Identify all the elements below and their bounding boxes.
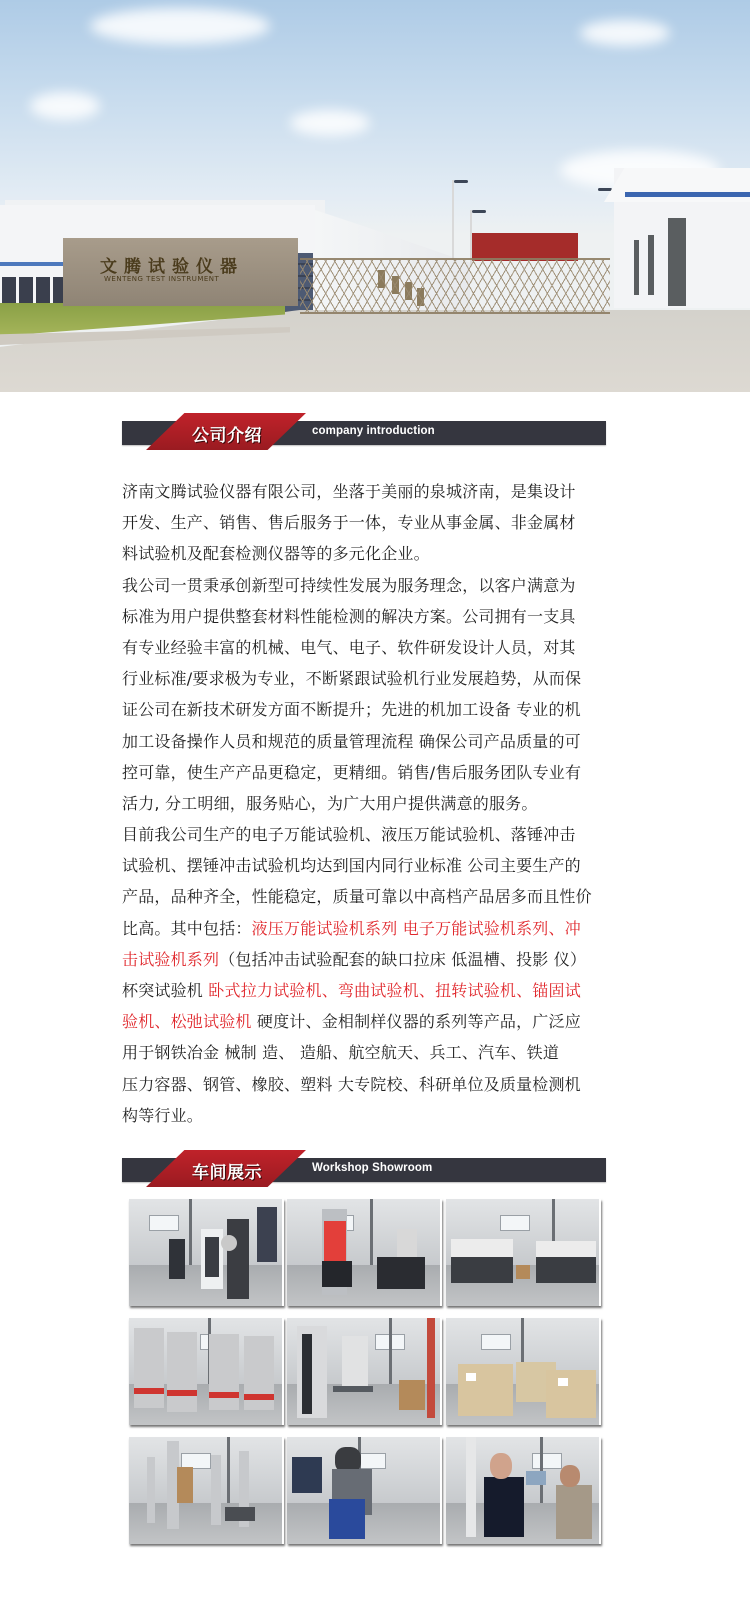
text-segment: 行业标准/要求极为专业，不断紧跟试验机行业发展趋势，从而保: [122, 669, 582, 689]
text-segment: 产品，品种齐全，性能稳定，质量可靠以中高档产品居多而且性价: [122, 887, 592, 907]
photo-object: [466, 1437, 476, 1537]
photo-object: [526, 1471, 546, 1485]
text-segment: 硬度计、金相制样仪器的系列等产品，广泛应: [251, 1012, 581, 1032]
cloud: [30, 92, 100, 120]
photo-beam: [370, 1199, 373, 1265]
text-segment: 有专业经验丰富的机械、电气、电子、软件研发设计人员，对其: [122, 637, 576, 657]
text-segment: 证公司在新技术研发方面不断提升；先进的机加工设备 专业的机: [122, 700, 581, 720]
photo-object: [225, 1507, 255, 1521]
photo-object: [177, 1467, 193, 1503]
intro-line: [122, 1100, 620, 1131]
intro-line: [122, 726, 620, 757]
text-segment: 目前我公司生产的电子万能试验机、液压万能试验机、落锤冲击: [122, 825, 576, 845]
photo-object: [560, 1465, 580, 1487]
intro-line: [122, 1069, 620, 1100]
text-segment: 试验机、摆锤冲击试验机均达到国内同行业标准 公司主要生产的: [122, 856, 581, 876]
photo-object: [451, 1257, 513, 1283]
photo-object: [556, 1485, 592, 1539]
photo-object: [329, 1499, 365, 1539]
sign-chinese: 文腾试验仪器: [100, 257, 244, 277]
intro-line: [122, 476, 620, 507]
workshop-photo: [446, 1318, 601, 1425]
intro-line: [122, 913, 620, 944]
workshop-photo: [287, 1199, 442, 1306]
company-intro-text: [122, 476, 620, 1131]
photo-wall: [287, 1199, 440, 1265]
product-highlight: 验机、松弛试验机: [122, 1012, 252, 1032]
intro-line: [122, 1037, 620, 1068]
intro-line: [122, 538, 620, 569]
sign-english: WENTENG TEST INSTRUMENT: [104, 275, 220, 283]
photo-object: [516, 1265, 530, 1279]
section-title-en: company introduction: [312, 425, 435, 437]
product-highlight: 卧式拉力试验机、弯曲试验机、扭转试验机、锚固试: [208, 981, 581, 1000]
workshop-photo: [446, 1199, 601, 1306]
photo-beam: [227, 1437, 230, 1503]
section-title-cn: 车间展示: [192, 1163, 262, 1183]
lamp-head: [454, 180, 468, 183]
text-segment: 用于钢铁冶金 械制 造、 造船、航空航天、兵工、汽车、铁道: [122, 1043, 560, 1063]
intro-line: [122, 757, 620, 788]
cloud: [580, 20, 670, 46]
text-segment: 压力容器、钢管、橡胶、塑料 大专院校、科研单位及质量检测机: [122, 1074, 581, 1094]
photo-object: [134, 1388, 164, 1394]
intro-line: [122, 507, 620, 538]
intro-line: [122, 694, 620, 725]
intro-line: [122, 850, 620, 881]
intro-line: [122, 819, 620, 850]
photo-object: [205, 1237, 219, 1277]
section-header-intro: [122, 413, 606, 449]
photo-object: [377, 1257, 425, 1289]
photo-object: [211, 1455, 221, 1525]
photo-object: [466, 1373, 476, 1381]
text-segment: 我公司一贯秉承创新型可持续性发展为服务理念，以客户满意为: [122, 575, 576, 595]
lamp-head: [472, 210, 486, 213]
intro-line: [122, 632, 620, 663]
workshop-photo: [129, 1318, 284, 1425]
text-segment: 标准为用户提供整套材料性能检测的解决方案。公司拥有一支具: [122, 606, 576, 626]
section-title-en: Workshop Showroom: [312, 1162, 433, 1174]
photo-window: [149, 1215, 179, 1231]
photo-object: [221, 1235, 237, 1251]
intro-line: [122, 975, 620, 1006]
gatehouse-window: [634, 240, 639, 295]
workshop-photo: [446, 1437, 601, 1544]
cloud: [290, 110, 370, 136]
cloud: [90, 8, 270, 44]
intro-line: [122, 1006, 620, 1037]
photo-object: [257, 1207, 277, 1262]
intro-line: [122, 881, 620, 912]
workshop-photo: [129, 1199, 284, 1306]
text-segment: 料试验机及配套检测仪器等的多元化企业。: [122, 544, 430, 564]
photo-object: [427, 1318, 435, 1418]
text-segment: 构等行业。: [122, 1105, 204, 1125]
text-segment: 开发、生产、销售、售后服务于一体，专业从事金属、非金属材: [122, 513, 576, 533]
photo-object: [167, 1390, 197, 1396]
photo-object: [324, 1221, 346, 1261]
gatehouse-window: [668, 218, 686, 306]
photo-object: [536, 1257, 596, 1283]
text-segment: 控可靠，使生产产品更稳定，更精细。销售/售后服务团队专业有: [122, 762, 582, 782]
photo-object: [244, 1394, 274, 1400]
intro-line: [122, 570, 620, 601]
retractable-gate: [300, 258, 610, 314]
photo-object: [322, 1261, 352, 1287]
photo-object: [546, 1370, 596, 1418]
workshop-photo: [287, 1318, 442, 1425]
product-highlight: 液压万能试验机系列 电子万能试验机系列、冲: [251, 918, 581, 938]
photo-object: [134, 1328, 164, 1408]
lamp-head: [598, 188, 612, 191]
hero-company-photo: [0, 0, 750, 392]
gatehouse-stripe: [625, 192, 750, 197]
photo-object: [227, 1219, 249, 1299]
photo-object: [209, 1334, 239, 1410]
photo-beam: [189, 1199, 192, 1265]
photo-object: [558, 1378, 568, 1386]
intro-line: [122, 663, 620, 694]
text-segment: 加工设备操作人员和规范的质量管理流程 确保公司产品质量的可: [122, 731, 581, 751]
street-lamp: [452, 180, 454, 260]
photo-object: [147, 1457, 155, 1523]
background-red-building: [470, 233, 578, 261]
photo-window: [532, 1453, 562, 1469]
intro-line: [122, 944, 620, 975]
workshop-photo: [287, 1437, 442, 1544]
photo-object: [169, 1239, 185, 1279]
text-segment: 济南文腾试验仪器有限公司，坐落于美丽的泉城济南，是集设计: [122, 482, 576, 501]
photo-object: [167, 1332, 197, 1412]
photo-object: [399, 1380, 425, 1410]
photo-window: [500, 1215, 530, 1231]
photo-object: [333, 1386, 373, 1392]
text-segment: 杯突试验机: [122, 981, 209, 1000]
gatehouse-window: [648, 235, 654, 295]
intro-line: [122, 788, 620, 819]
photo-beam: [389, 1318, 392, 1384]
product-highlight: 击试验机系列: [122, 949, 220, 969]
photo-object: [484, 1477, 524, 1537]
photo-window: [481, 1334, 511, 1350]
photo-object: [451, 1239, 513, 1259]
text-segment: 比高。其中包括：: [122, 918, 252, 938]
intro-line: [122, 601, 620, 632]
section-title-cn: 公司介绍: [192, 426, 262, 446]
photo-object: [302, 1334, 312, 1414]
photo-object: [342, 1336, 368, 1386]
workshop-photo: [129, 1437, 284, 1544]
photo-object: [209, 1392, 239, 1398]
photo-object: [458, 1364, 513, 1416]
photo-object: [397, 1229, 417, 1257]
photo-object: [490, 1453, 512, 1479]
section-header-workshop: [122, 1150, 606, 1186]
text-segment: （包括冲击试验配套的缺口拉床 低温槽、投影 仪）: [219, 949, 587, 969]
text-segment: 活力, 分工明细，服务贴心，为广大用户提供满意的服务。: [122, 793, 538, 813]
street-lamp: [470, 210, 472, 265]
photo-object: [292, 1457, 322, 1493]
